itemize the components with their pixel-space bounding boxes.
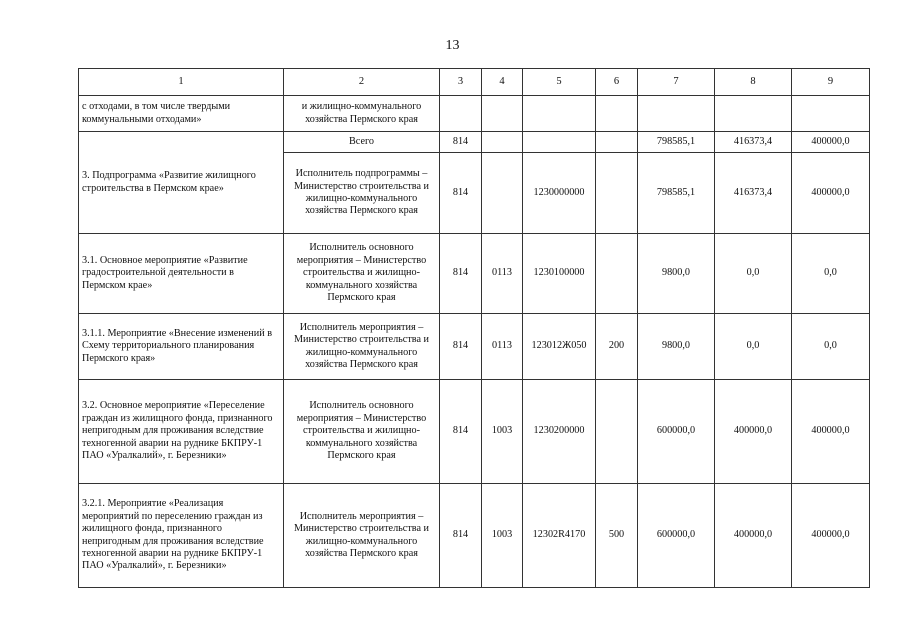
amount-cell: 600000,0 — [638, 484, 715, 588]
amount-cell: 400000,0 — [792, 484, 870, 588]
amount-cell: 0,0 — [715, 234, 792, 314]
target-article-cell — [523, 96, 596, 132]
target-article-cell: 1230000000 — [523, 153, 596, 234]
header-cell: 8 — [715, 69, 792, 96]
grbs-cell: 814 — [440, 153, 482, 234]
amount-cell: 600000,0 — [638, 380, 715, 484]
executor-cell: и жилищно-коммунального хозяйства Пермского края — [284, 96, 440, 132]
expense-type-cell — [596, 380, 638, 484]
section-cell — [482, 96, 523, 132]
expense-type-cell — [596, 132, 638, 153]
grbs-cell: 814 — [440, 314, 482, 380]
header-cell: 5 — [523, 69, 596, 96]
expense-type-cell — [596, 96, 638, 132]
amount-cell: 400000,0 — [715, 380, 792, 484]
amount-cell: 0,0 — [792, 314, 870, 380]
executor-cell: Исполнитель мероприятия – Министерство строительства и жилищно-коммунального хозяйства Пермского края — [284, 484, 440, 588]
amount-cell: 798585,1 — [638, 132, 715, 153]
section-cell: 0113 — [482, 314, 523, 380]
amount-cell — [792, 96, 870, 132]
executor-cell: Исполнитель основного мероприятия – Министерство строительства и жилищно-коммунального хозяйства Пермского края — [284, 380, 440, 484]
header-cell: 7 — [638, 69, 715, 96]
executor-cell: Исполнитель основного мероприятия – Министерство строительства и жилищно-коммунального хозяйства Пермского края — [284, 234, 440, 314]
section-cell: 1003 — [482, 380, 523, 484]
grbs-cell: 814 — [440, 132, 482, 153]
program-cell: 3.2.1. Мероприятие «Реализация мероприятий по переселению граждан из жилищного фонда, признанного непригодным для проживания вследствие техногенной аварии на руднике БКПРУ-1 ПАО «Уралкалий», г. Березники» — [79, 484, 284, 588]
header-cell: 9 — [792, 69, 870, 96]
header-cell: 3 — [440, 69, 482, 96]
section-cell: 0113 — [482, 234, 523, 314]
amount-cell: 400000,0 — [792, 153, 870, 234]
section-cell: 1003 — [482, 484, 523, 588]
table-row — [79, 96, 870, 132]
amount-cell: 400000,0 — [715, 484, 792, 588]
header-cell: 2 — [284, 69, 440, 96]
program-cell: 3.1. Основное мероприятие «Развитие градостроительной деятельности в Пермском крае» — [79, 234, 284, 314]
amount-cell: 798585,1 — [638, 153, 715, 234]
budget-table — [78, 68, 870, 588]
target-article-cell: 1230100000 — [523, 234, 596, 314]
header-cell: 4 — [482, 69, 523, 96]
page-number: 13 — [445, 38, 460, 53]
table-row — [79, 484, 870, 588]
amount-cell: 416373,4 — [715, 153, 792, 234]
expense-type-cell — [596, 234, 638, 314]
header-cell: 1 — [79, 69, 284, 96]
expense-type-cell: 500 — [596, 484, 638, 588]
amount-cell: 400000,0 — [792, 132, 870, 153]
amount-cell: 400000,0 — [792, 380, 870, 484]
program-cell: 3.2. Основное мероприятие «Переселение граждан из жилищного фонда, признанного непригодным для проживания вследствие техногенной аварии на руднике БКПРУ-1 ПАО «Уралкалий», г. Березники» — [79, 380, 284, 484]
amount-cell: 416373,4 — [715, 132, 792, 153]
grbs-cell — [440, 96, 482, 132]
table-header-row — [79, 69, 870, 96]
executor-cell: Исполнитель подпрограммы – Министерство строительства и жилищно-коммунального хозяйства Пермского края — [284, 153, 440, 234]
executor-cell: Всего — [284, 132, 440, 153]
amount-cell — [715, 96, 792, 132]
table-row — [79, 234, 870, 314]
amount-cell: 0,0 — [792, 234, 870, 314]
table-row — [79, 314, 870, 380]
grbs-cell: 814 — [440, 380, 482, 484]
section-cell — [482, 132, 523, 153]
executor-cell: Исполнитель мероприятия – Министерство строительства и жилищно-коммунального хозяйства Пермского края — [284, 314, 440, 380]
section-cell — [482, 153, 523, 234]
amount-cell — [638, 96, 715, 132]
amount-cell: 0,0 — [715, 314, 792, 380]
expense-type-cell — [596, 153, 638, 234]
expense-type-cell: 200 — [596, 314, 638, 380]
program-cell: с отходами, в том числе твердыми коммунальными отходами» — [79, 96, 284, 132]
target-article-cell — [523, 132, 596, 153]
target-article-cell: 123012Ж050 — [523, 314, 596, 380]
table-row — [79, 380, 870, 484]
program-cell: 3.1.1. Мероприятие «Внесение изменений в Схему территориального планирования Пермского края» — [79, 314, 284, 380]
grbs-cell: 814 — [440, 234, 482, 314]
grbs-cell: 814 — [440, 484, 482, 588]
target-article-cell: 12302R4170 — [523, 484, 596, 588]
program-cell: 3. Подпрограмма «Развитие жилищного строительства в Пермском крае» — [79, 132, 284, 234]
header-cell: 6 — [596, 69, 638, 96]
target-article-cell: 1230200000 — [523, 380, 596, 484]
table-row — [79, 132, 870, 153]
amount-cell: 9800,0 — [638, 234, 715, 314]
amount-cell: 9800,0 — [638, 314, 715, 380]
